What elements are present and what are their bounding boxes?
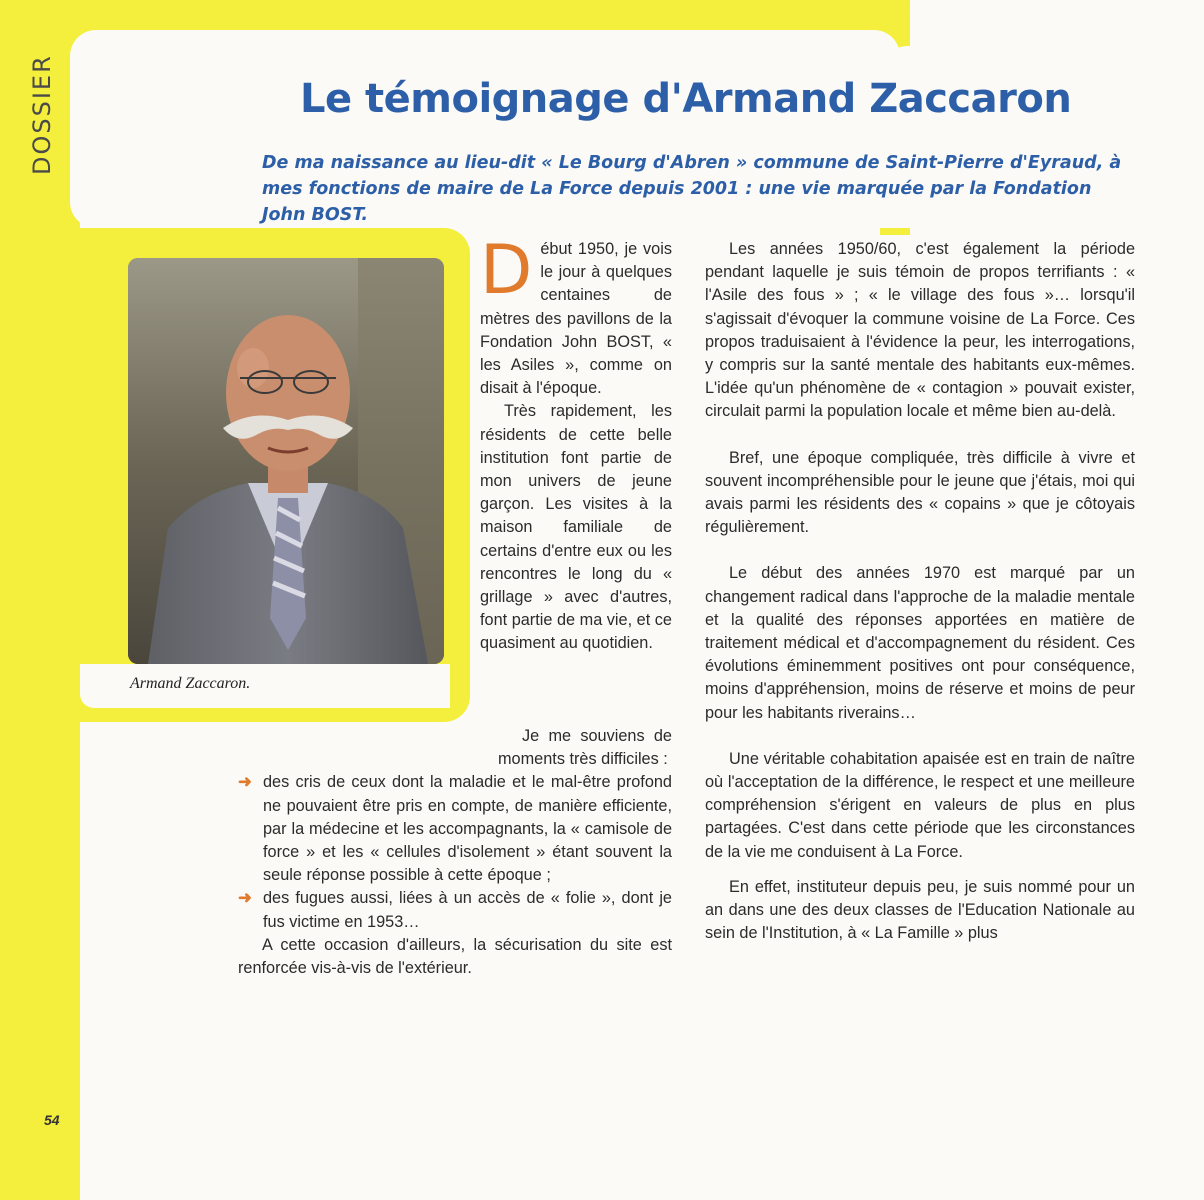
- column-1-upper: [480, 231, 672, 656]
- bullet-text: des cris de ceux dont la maladie et le mal-être profond ne pouvaient être pris en compte, de manière efficiente, par la médecine et les accompagnants, la « camisole de force » et les « cellules d'isolement » étant souvent la seule réponse possible à cette époque ;: [263, 773, 672, 885]
- arrow-right-icon: ➜: [238, 773, 252, 792]
- bullet-item: [238, 887, 672, 933]
- section-label: DOSSIER: [28, 54, 56, 176]
- drop-cap: D: [480, 231, 533, 310]
- paragraph-security: A cette occasion d'ailleurs, la sécurisation du site est renforcée vis-à-vis de l'extérieur.: [238, 935, 672, 978]
- portrait-illustration: [128, 258, 444, 664]
- bullet-item: [238, 771, 672, 887]
- paragraph-1970s: Le début des années 1970 est marqué par un changement radical dans l'approche de la maladie mentale et la qualité des réponses apportées en matière de traitement médical et d'accompagnement du résident. Ces évolutions éminemment positives ont pour conséquence, moins d'appréhension, moins de réserve et moins de peur pour les habitants riverains…: [705, 564, 1135, 722]
- article-title: Le témoignage d'Armand Zaccaron: [300, 76, 1072, 122]
- intro-text: ébut 1950, je vois le jour à quelques centaines de mètres des pavillons de la Fondation John BOST, « les Asiles », comme on disait à l'époque.: [480, 240, 672, 398]
- page-number: 54: [44, 1112, 60, 1128]
- article-subtitle: De ma naissance au lieu-dit « Le Bourg d'Abren » commune de Saint-Pierre d'Eyraud, à mes fonctions de maire de La Force depuis 2001 : une vie marquée par la Fondation John BOST.: [262, 153, 1122, 225]
- paragraph-memories: Je me souviens de moments très difficiles :: [498, 727, 672, 769]
- paragraph-1950s: Les années 1950/60, c'est également la période pendant laquelle je suis témoin de propos terrifiants : « l'Asile des fous » ; « le village des fous »… lorsqu'il s'agissait d'évoquer la commune voisine de La Force. Ces propos traduisaient à l'évidence la peur, les interrogations, y compris sur la santé mentale des habitants eux-mêmes. L'idée qu'un phénomène de « contagion » pouvait exister, circulait parmi la population locale et même bien au-delà.: [705, 240, 1135, 421]
- photo-caption: Armand Zaccaron.: [130, 675, 251, 692]
- paragraph-instituteur: En effet, instituteur depuis peu, je suis nommé pour un an dans une des deux classes de l'Education Nationale au sein de l'Institution, à « La Famille » plus: [705, 877, 1135, 943]
- paragraph-bref: Bref, une époque compliquée, très difficile à vivre et souvent incompréhensible pour le jeune que j'étais, moi qui avais parmi les résidents des « copains » que je côtoyais régulièrement.: [705, 448, 1135, 537]
- column-2: [705, 238, 1135, 945]
- paragraph-childhood: Très rapidement, les résidents de cette belle institution font partie de mon univers de jeune garçon. Les visites à la maison familiale de certains d'entre eux ou les rencontres le long du « grillage » avec d'autres, font partie de ma vie, et ce quasiment au quotidien.: [480, 402, 672, 653]
- arrow-right-icon: ➜: [238, 889, 252, 908]
- column-1-lower: [238, 725, 672, 980]
- paragraph-cohabitation: Une véritable cohabitation apaisée est en train de naître où l'acceptation de la différence, le respect et une meilleure compréhension s'érigent en valeurs de plus en plus partagées. C'est dans cette période que les circonstances de la vie me conduisent à La Force.: [705, 749, 1135, 861]
- portrait-photo: [128, 258, 444, 664]
- paragraph-intro: [480, 231, 672, 400]
- bullet-text: des fugues aussi, liées à un accès de « folie », dont je fus victime en 1953…: [263, 889, 672, 931]
